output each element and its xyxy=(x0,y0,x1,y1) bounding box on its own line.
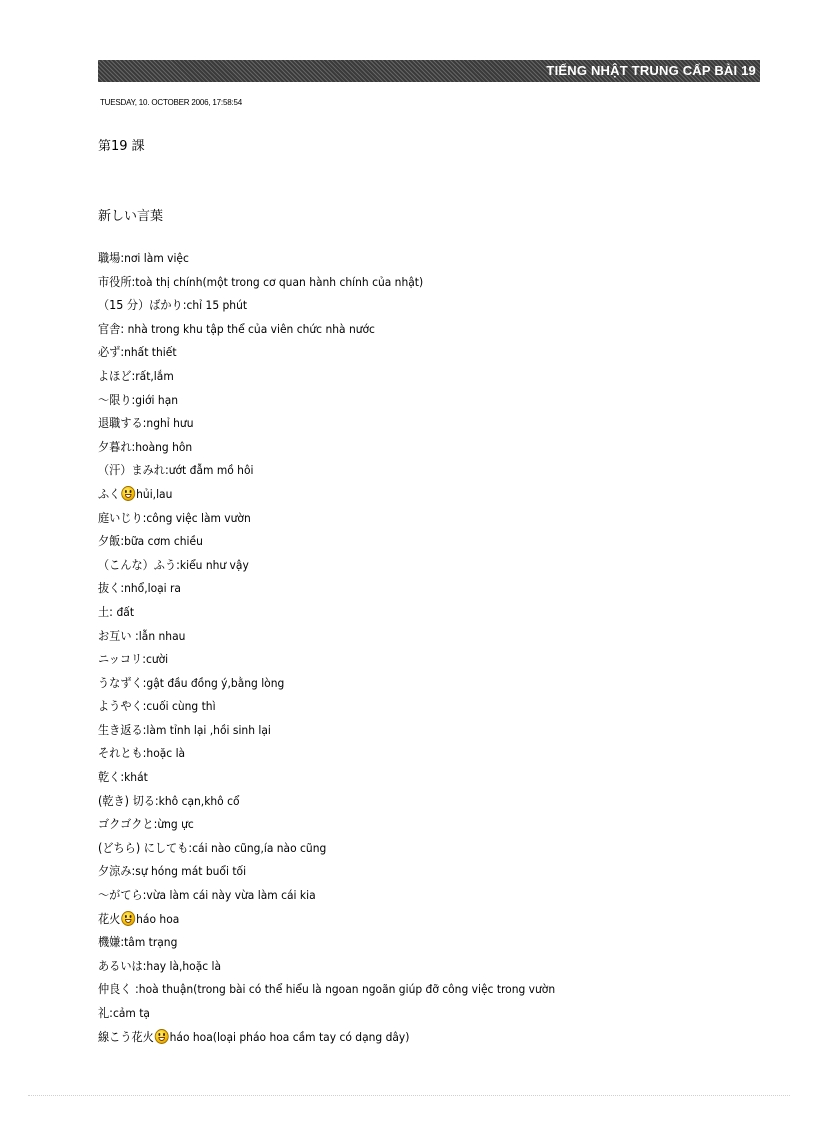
vocab-separator: : xyxy=(120,534,125,549)
vocab-term: それとも xyxy=(98,746,143,761)
vocab-term: ～限り xyxy=(98,392,132,407)
vocab-term: 花火 xyxy=(98,911,121,926)
vocab-item xyxy=(98,247,555,271)
vocab-separator: : xyxy=(131,628,139,643)
section-title: 新しい言葉 xyxy=(98,209,164,224)
vocab-term: 乾く xyxy=(98,770,121,785)
vocab-item xyxy=(98,837,555,861)
vocab-meaning: đất xyxy=(116,604,135,619)
vocab-item xyxy=(98,672,555,696)
vocab-item xyxy=(98,978,555,1002)
vocab-separator: : xyxy=(142,699,147,714)
vocab-item xyxy=(98,601,555,625)
vocab-term: (どちら) にしても xyxy=(98,840,189,855)
vocab-meaning: cái nào cũng,ía nào cũng xyxy=(192,840,327,855)
vocab-meaning: nhất thiết xyxy=(124,345,177,360)
vocab-separator: : xyxy=(142,510,147,525)
vocab-meaning: làm tỉnh lại ,hồi sinh lại xyxy=(146,722,271,737)
vocab-meaning: nơi làm việc xyxy=(124,251,189,265)
vocab-item xyxy=(98,625,555,649)
post-timestamp: TUESDAY, 10. OCTOBER 2006, 17:58:54 xyxy=(100,98,242,107)
vocab-term: 生き返る xyxy=(98,722,143,737)
vocab-meaning: hủi,lau xyxy=(136,486,173,501)
smiley-face-icon xyxy=(155,1029,169,1044)
vocab-meaning: nhà trong khu tập thể của viên chức nhà nước xyxy=(127,321,375,336)
vocab-meaning: hay là,hoặc là xyxy=(146,958,222,973)
vocab-term: 退職する xyxy=(98,416,143,431)
vocab-meaning: cười xyxy=(145,652,169,667)
vocab-meaning: rất,lắm xyxy=(135,368,174,383)
vocab-separator: : xyxy=(131,982,139,997)
vocab-term: ようやく xyxy=(98,699,143,714)
vocab-item xyxy=(98,271,555,295)
vocab-meaning: giới hạn xyxy=(135,392,179,407)
vocab-item xyxy=(98,860,555,884)
vocab-meaning: ướt đẫm mồ hôi xyxy=(168,463,254,478)
vocab-term: 機嫌 xyxy=(98,935,121,950)
vocab-item xyxy=(98,742,555,766)
vocab-meaning: kiểu như vậy xyxy=(179,557,249,572)
vocab-item xyxy=(98,695,555,719)
vocab-item xyxy=(98,955,555,979)
vocab-separator: : xyxy=(182,298,187,313)
vocab-item xyxy=(98,719,555,743)
vocab-meaning: hoà thuận(trong bài có thể hiểu là ngoan ngoãn giúp đỡ công việc trong vườn xyxy=(138,982,556,997)
vocab-item xyxy=(98,813,555,837)
vocab-term: 礼 xyxy=(98,1006,110,1020)
vocab-term: 線こう花火 xyxy=(98,1029,154,1044)
vocab-item xyxy=(98,648,555,672)
vocab-term: 仲良く xyxy=(98,982,132,997)
vocab-meaning: hoàng hôn xyxy=(135,439,193,454)
vocab-meaning: gật đầu đồng ý,bằng lòng xyxy=(146,675,285,690)
header-title: TIẾNG NHẬT TRUNG CẤP BÀI 19 xyxy=(546,63,756,78)
vocab-separator: : xyxy=(142,888,147,903)
vocab-term: 土 xyxy=(98,604,110,619)
vocab-separator: : xyxy=(188,840,193,855)
vocab-term: あるいは xyxy=(98,958,143,973)
vocab-separator: : xyxy=(153,817,158,832)
vocab-meaning: háo hoa xyxy=(136,911,180,926)
vocab-item xyxy=(98,884,555,908)
vocab-separator: : xyxy=(142,416,147,431)
vocab-item xyxy=(98,341,555,365)
vocab-separator: : xyxy=(131,368,136,383)
vocab-separator: : xyxy=(120,581,125,596)
vocab-separator: : xyxy=(142,746,147,761)
vocab-term: 市役所 xyxy=(98,274,132,289)
vocab-separator: : xyxy=(142,722,147,737)
vocab-item xyxy=(98,483,555,507)
vocab-term: 庭いじり xyxy=(98,510,143,525)
vocab-term: 夕涼み xyxy=(98,864,132,879)
vocab-separator: : xyxy=(164,463,169,478)
vocab-item xyxy=(98,318,555,342)
vocab-meaning: bữa cơm chiều xyxy=(124,534,203,549)
vocab-meaning: tâm trạng xyxy=(124,935,178,950)
vocab-term: (乾き) 切る xyxy=(98,793,155,808)
header-bar xyxy=(98,60,760,82)
vocab-meaning: vừa làm cái này vừa làm cái kia xyxy=(146,888,316,903)
smiley-face-icon xyxy=(121,911,135,926)
vocab-item xyxy=(98,554,555,578)
vocab-term: （こんな）ふう xyxy=(98,557,177,572)
vocab-meaning: nghỉ hưu xyxy=(146,416,194,431)
vocab-separator: : xyxy=(176,557,180,572)
vocab-separator: : xyxy=(120,935,125,950)
vocab-separator: : xyxy=(131,392,136,407)
vocab-term: 夕飯 xyxy=(98,534,121,549)
vocab-term: 必ず xyxy=(98,345,121,360)
vocab-item xyxy=(98,389,555,413)
vocab-item xyxy=(98,459,555,483)
vocab-meaning: khát xyxy=(124,770,148,785)
vocab-item xyxy=(98,1026,555,1050)
vocab-separator: : xyxy=(142,675,147,690)
vocab-term: ～がてら xyxy=(98,888,143,903)
vocab-meaning: hoặc là xyxy=(146,746,186,761)
vocab-meaning: chỉ 15 phút xyxy=(186,298,248,313)
vocab-term: 抜く xyxy=(98,581,121,596)
vocab-separator: : xyxy=(142,652,146,667)
vocab-term: うなずく xyxy=(98,675,143,690)
vocab-item xyxy=(98,507,555,531)
vocab-meaning: ừng ực xyxy=(157,817,194,832)
vocab-term: （15 分）ばかり xyxy=(98,298,183,313)
vocab-meaning: nhổ,loại ra xyxy=(124,581,182,596)
vocab-separator: : xyxy=(109,1006,113,1020)
vocab-item xyxy=(98,766,555,790)
vocab-item xyxy=(98,294,555,318)
vocab-meaning: khô cạn,khô cổ xyxy=(158,793,240,808)
vocab-separator: : xyxy=(131,274,136,289)
vocab-meaning: sự hóng mát buổi tối xyxy=(135,864,247,879)
bottom-divider xyxy=(28,1095,790,1096)
vocab-list xyxy=(98,247,590,1049)
vocab-item xyxy=(98,436,555,460)
vocab-term: （汗）まみれ xyxy=(98,463,165,478)
vocab-term: ゴクゴクと xyxy=(98,817,154,832)
vocab-item xyxy=(98,908,555,932)
vocab-item xyxy=(98,1002,555,1026)
vocab-item xyxy=(98,931,555,955)
vocab-separator: : xyxy=(120,251,125,265)
vocab-term: 職場 xyxy=(98,251,121,265)
vocab-meaning: háo hoa(loại pháo hoa cầm tay có dạng dây) xyxy=(169,1029,410,1044)
vocab-term: ニッコリ xyxy=(98,652,143,667)
vocab-separator: : xyxy=(120,770,125,785)
lesson-title: 第19 課 xyxy=(98,139,145,154)
vocab-term: ふく xyxy=(98,486,121,501)
vocab-meaning: toà thị chính(một trong cơ quan hành chính của nhật) xyxy=(135,274,424,289)
vocab-term: 官舎 xyxy=(98,321,121,336)
vocab-meaning: cảm tạ xyxy=(112,1006,150,1020)
vocab-separator: : xyxy=(154,793,159,808)
vocab-separator: : xyxy=(120,321,128,336)
vocab-meaning: công việc làm vườn xyxy=(146,510,251,525)
vocab-item xyxy=(98,530,555,554)
smiley-face-icon xyxy=(121,486,135,501)
vocab-item xyxy=(98,365,555,389)
vocab-term: 夕暮れ xyxy=(98,439,132,454)
vocab-separator: : xyxy=(142,958,147,973)
vocab-item xyxy=(98,577,555,601)
vocab-separator: : xyxy=(120,345,125,360)
vocab-term: よほど xyxy=(98,368,132,383)
vocab-meaning: lẫn nhau xyxy=(138,628,186,643)
vocab-term: お互い xyxy=(98,628,132,643)
vocab-item xyxy=(98,412,555,436)
vocab-separator: : xyxy=(131,439,136,454)
vocab-meaning: cuối cùng thì xyxy=(146,699,216,714)
vocab-separator: : xyxy=(109,604,117,619)
vocab-separator: : xyxy=(131,864,136,879)
vocab-item xyxy=(98,790,555,814)
